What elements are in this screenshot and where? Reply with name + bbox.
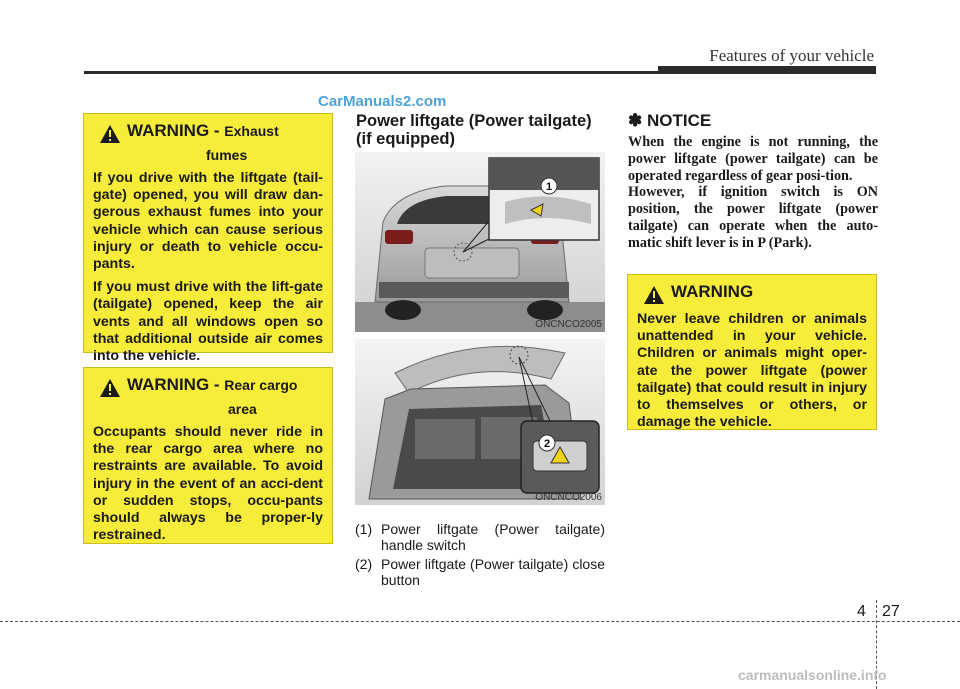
notice-paragraph: When the engine is not running, the power liftgate (power tailgate) can be operated regardless of gear posi-tion. bbox=[628, 134, 878, 184]
warning-subject-continued: area bbox=[228, 401, 257, 417]
warning-paragraph: If you drive with the liftgate (tail-gate) opened, you will draw dan-gerous exhaust fumes into your vehicle which can cause serious injury or death to vehicle occu-pants. bbox=[93, 170, 323, 273]
caption-text: Power liftgate (Power tailgate) handle switch bbox=[381, 521, 605, 553]
warning-paragraph: Occupants should never ride in the rear cargo area where no restraints are available. To avoid injury in the event of an acci-dent or sudden stops, occu-pants should always be proper-ly restrained. bbox=[93, 424, 323, 544]
warning-triangle-icon bbox=[99, 124, 121, 144]
warning-paragraph: Never leave children or animals unattended in your vehicle. Children or animals might oper-ate the power liftgate (power tailgate) that could result in injury to themselves or others, or damage the vehicle. bbox=[637, 311, 867, 431]
warning-header bbox=[93, 376, 323, 398]
warning-label: WARNING bbox=[671, 282, 754, 301]
warning-triangle-icon bbox=[643, 285, 665, 305]
section-title-line: (if equipped) bbox=[356, 130, 455, 148]
warning-body bbox=[93, 424, 323, 544]
caption-number: (1) bbox=[355, 521, 373, 537]
callout-number: 2 bbox=[544, 438, 551, 450]
warning-subject-continued: fumes bbox=[206, 147, 248, 163]
warning-paragraph: If you must drive with the lift-gate (tailgate) opened, keep the air vents and all windows open so that additional outside air comes into the vehicle. bbox=[93, 279, 323, 365]
warning-box-exhaust-fumes bbox=[83, 113, 333, 365]
notice-paragraph: However, if ignition switch is ON position, the power liftgate (power tailgate) can operate when the auto-matic shift lever is in P (Park). bbox=[628, 184, 878, 251]
footer-rule bbox=[0, 621, 960, 622]
figure-liftgate-handle-switch bbox=[355, 152, 605, 332]
warning-subject: Exhaust bbox=[224, 123, 279, 139]
header-rule bbox=[84, 71, 658, 74]
warning-body bbox=[93, 170, 323, 365]
watermark-top[interactable]: CarManuals2.com bbox=[318, 93, 447, 110]
warning-subject: Rear cargo bbox=[224, 377, 298, 393]
vehicle-rear-illustration bbox=[355, 152, 605, 332]
warning-box-children bbox=[627, 274, 877, 430]
warning-title bbox=[127, 376, 297, 394]
section-title-line: Power liftgate (Power tailgate) bbox=[356, 112, 592, 130]
figure-code: ONCNCO2006 bbox=[535, 492, 602, 503]
warning-header bbox=[637, 283, 867, 305]
page-number: 27 bbox=[882, 603, 900, 620]
figure-liftgate-close-button bbox=[355, 339, 605, 505]
warning-triangle-icon bbox=[99, 378, 121, 398]
notice-title: ✽ NOTICE bbox=[628, 111, 712, 130]
watermark-bottom[interactable]: carmanualsonline.info bbox=[738, 667, 887, 683]
warning-title bbox=[127, 122, 279, 140]
running-header: Features of your vehicle bbox=[709, 46, 874, 65]
warning-box-rear-cargo bbox=[83, 367, 333, 544]
caption-text: Power liftgate (Power tailgate) close button bbox=[381, 556, 605, 588]
open-liftgate-illustration bbox=[355, 339, 605, 505]
callout-number: 1 bbox=[546, 181, 553, 193]
header-rule-thick bbox=[658, 66, 876, 74]
figure-captions bbox=[355, 522, 605, 592]
chapter-number: 4 bbox=[857, 603, 866, 620]
warning-label: WARNING - bbox=[127, 121, 225, 140]
figure-code: ONCNCO2005 bbox=[535, 319, 602, 330]
caption-item bbox=[355, 557, 605, 588]
warning-body bbox=[637, 311, 867, 431]
section-title bbox=[356, 112, 592, 148]
caption-number: (2) bbox=[355, 556, 373, 572]
warning-header bbox=[93, 122, 323, 144]
notice-body bbox=[628, 134, 878, 252]
warning-label: WARNING - bbox=[127, 375, 225, 394]
caption-item bbox=[355, 522, 605, 553]
